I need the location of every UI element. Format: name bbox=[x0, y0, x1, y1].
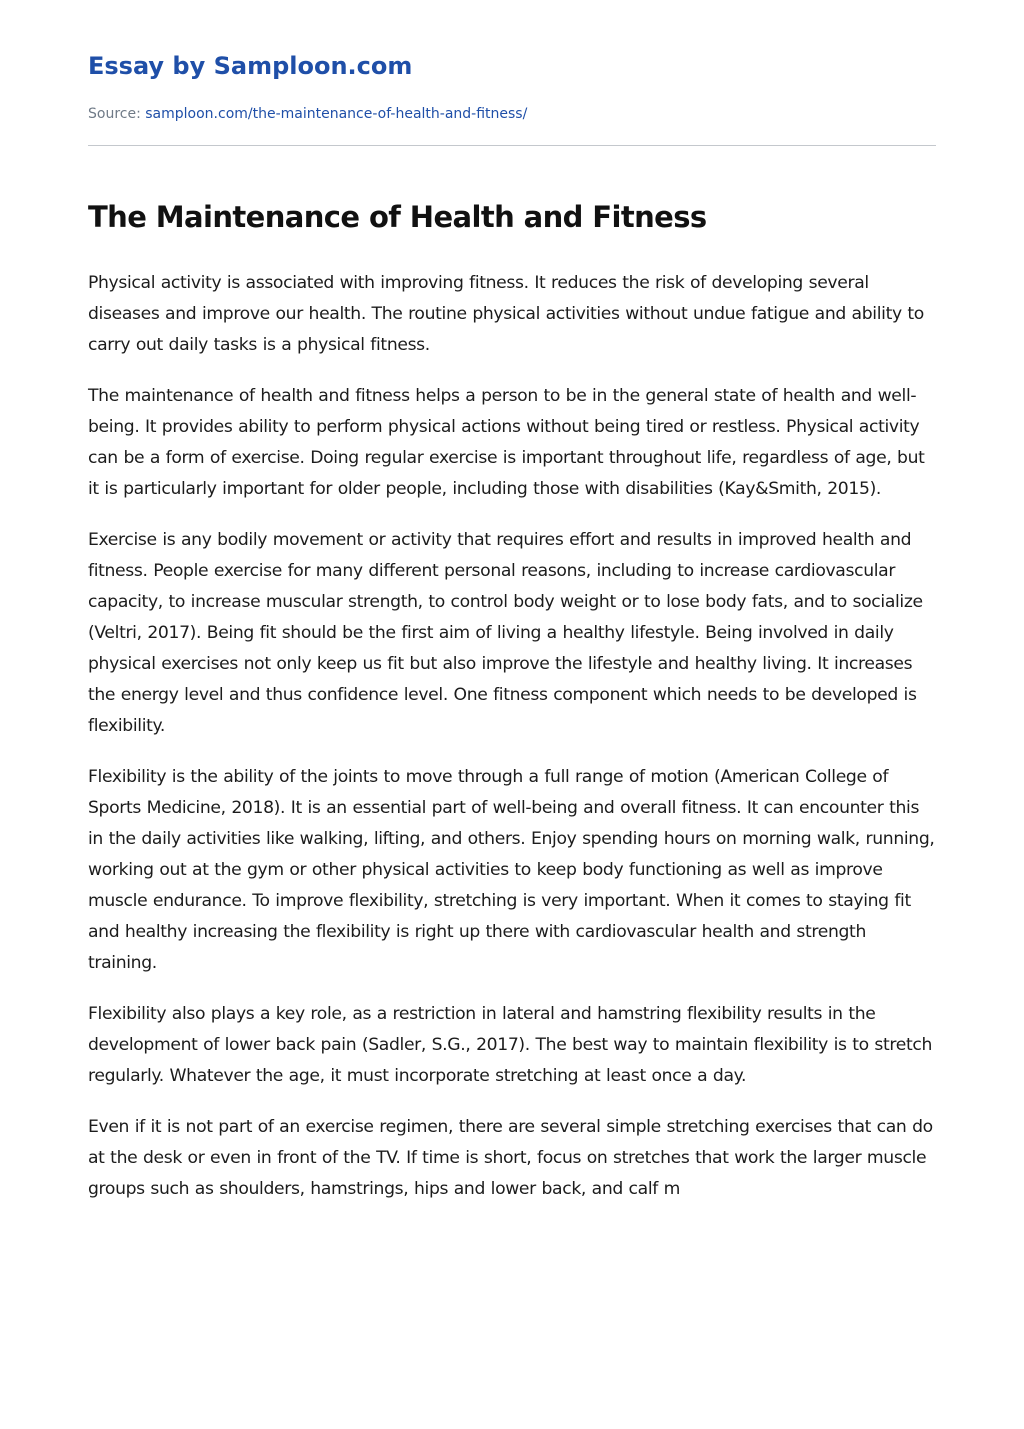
paragraph: Exercise is any bodily movement or activity that requires effort and results in improved health and fitness. People exercise for many different personal reasons, including to increase cardiovascular capacity, to increase muscular strength, to control body weight or to lose body fats, and to socialize (Veltri, 2017). Being fit should be the first aim of living a healthy lifestyle. Being involved in daily physical exercises not only keep us fit but also improve the lifestyle and healthy living. It increases the energy level and thus confidence level. One fitness component which needs to be developed is flexibility. bbox=[88, 530, 923, 736]
essay-body bbox=[88, 268, 936, 1225]
source-label: Source: bbox=[88, 106, 141, 122]
source-line bbox=[88, 106, 527, 122]
page-title: The Maintenance of Health and Fitness bbox=[88, 200, 707, 234]
paragraph: Flexibility is the ability of the joints to move through a full range of motion (American College of Sports Medicine, 2018). It is an essential part of well-being and overall fitness. It can encounter this in the daily activities like walking, lifting, and others. Enjoy spending hours on morning walk, running, working out at the gym or other physical activities to keep body functioning as well as improve muscle endurance. To improve flexibility, stretching is very important. When it comes to staying fit and healthy increasing the flexibility is right up there with cardiovascular health and strength training. bbox=[88, 767, 935, 973]
paragraph: Even if it is not part of an exercise regimen, there are several simple stretching exercises that can do at the desk or even in front of the TV. If time is short, focus on stretches that work the larger muscle groups such as shoulders, hamstrings, hips and lower back, and calf m bbox=[88, 1117, 933, 1199]
paragraph: The maintenance of health and fitness helps a person to be in the general state of health and well-being. It provides ability to perform physical actions without being tired or restless. Physical activity can be a form of exercise. Doing regular exercise is important throughout life, regardless of age, but it is particularly important for older people, including those with disabilities (Kay&Smith, 2015). bbox=[88, 386, 925, 499]
source-link[interactable]: samploon.com/the-maintenance-of-health-and-fitness/ bbox=[145, 106, 528, 122]
site-brand[interactable]: Essay by Samploon.com bbox=[88, 52, 413, 80]
paragraph: Physical activity is associated with improving fitness. It reduces the risk of developing several diseases and improve our health. The routine physical activities without undue fatigue and ability to carry out daily tasks is a physical fitness. bbox=[88, 273, 924, 355]
paragraph: Flexibility also plays a key role, as a restriction in lateral and hamstring flexibility results in the development of lower back pain (Sadler, S.G., 2017). The best way to maintain flexibility is to stretch regularly. Whatever the age, it must incorporate stretching at least once a day. bbox=[88, 1004, 932, 1086]
header-divider bbox=[88, 145, 936, 146]
